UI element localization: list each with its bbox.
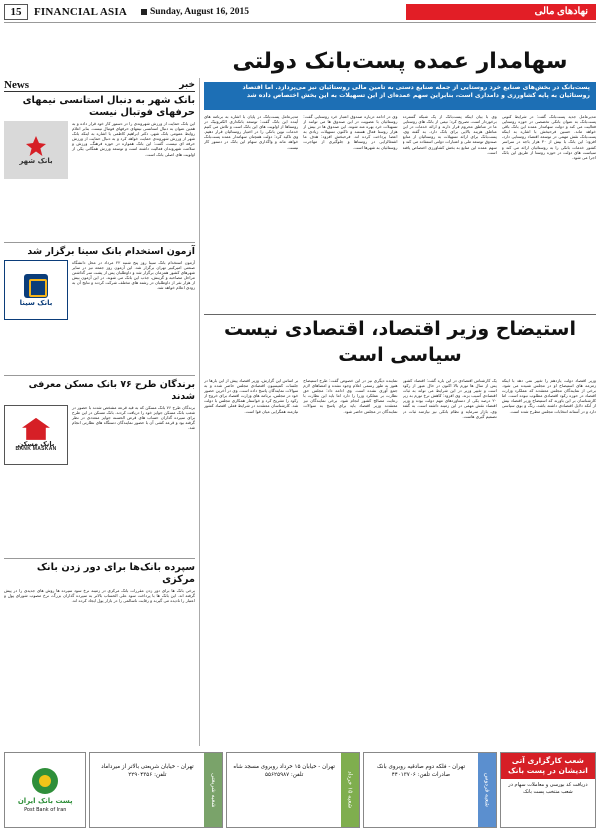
ad-branch-label: شعبه ۱۵ خرداد [341, 753, 359, 827]
main-headline[interactable]: سهامدار عمده پست‌بانک دولتی [232, 49, 568, 74]
news-body-sina [4, 260, 195, 372]
news-body-shahr [4, 121, 195, 239]
ad-branch-label: شعبه شریعتی [204, 753, 222, 827]
news-separator [4, 242, 195, 243]
ad-branch-text: تهران - فلکه دوم صادقیه روبروی بانک صادرات تلفن: ۴۴۰۱۳۷۰۶ [376, 764, 466, 778]
bank-maskan-logo [4, 405, 68, 465]
news-title-sina[interactable]: آزمون استخدام بانک سینا برگزار شد [27, 246, 195, 257]
second-column-4: بر اساس این گزارش، وزیر اقتصاد پیش از این بارها در جلسات کمیسیون اقتصادی مجلس حاضر شده و به سوالات نمایندگان پاسخ داده است. وی در آخرین حضور خود در مجلس، برنامه های وزارت اقتصاد برای خروج از رکود را تشریح کرد و خواستار همکاری مجلس با دولت شد. کارشناسان معتقدند در شرایط فعلی اقتصاد کشور نیازمند همگرایی میان قوا است. [204, 378, 299, 414]
news-label-en: News [4, 78, 30, 91]
ads-strip [4, 752, 596, 828]
news-sidebar-header [4, 78, 195, 92]
ad-branch-shariati[interactable] [89, 752, 223, 828]
bank-maskan-wordmark-en: BANK MASKAN [15, 446, 57, 452]
postbank-emblem-icon [32, 768, 58, 794]
ad-brokerage-text: دریافت کد بورسی و معاملات سهام در شعب منتخب پست بانک [508, 782, 588, 795]
news-body-deposits [4, 588, 195, 688]
sina-emblem-icon [24, 274, 48, 298]
second-column-1: وزیر اقتصاد دولت یازدهم را تغییر نمی دهد با اینکه زمزمه های استیضاح او در مجلس شنیده می شود. برخی از نمایندگان مجلس معتقدند که عملکرد وزارت اقتصاد در حوزه رکود اقتصادی مطلوب نبوده است. اما کارشناسان بر این باورند که استیضاح وزیر اقتصاد بیش از آنکه دلایل اقتصادی داشته باشد، رنگ و بوی سیاسی دارد و در آستانه انتخابات مجلس مطرح شده است. [501, 378, 596, 414]
second-headline[interactable]: استیضاح وزیر اقتصاد، اقتصادی نیست سیاسی است [223, 318, 577, 366]
bank-shahr-wordmark: بانک شهر [19, 156, 53, 165]
ad-postbank-logo[interactable] [4, 752, 86, 828]
bank-sina-logo [4, 260, 68, 320]
ad-brokerage[interactable] [500, 752, 596, 828]
news-text: آزمون استخدام بانک سینا روز پنج شنبه ۲۲ مرداد در محل دانشگاه صنعتی امیرکبیر تهران برگزار شد. این آزمون روز جمعه نیز در سایر شهرهای کشور همزمان برگزار شد و داوطلبان پس از پشت سر گذاشتن مراحل مصاحبه و گزینش، جذب این بانک می شوند. در این آزمون بیش از هزار نفر از داوطلبان در رشته های مختلف شرکت کردند و نتایج آن به زودی اعلام خواهد شد. [72, 260, 195, 291]
second-column-3: نماینده دیگری نیز در این خصوص گفت: طرح استیضاح هنوز به طور رسمی اعلام وجود نشده و امضاهای لازم جمع آوری نشده است. وی ادامه داد: مجلس حق نظارت بر عملکرد وزرا را دارد اما باید این نظارت با رعایت مصالح کشور انجام شود. برخی نمایندگان نیز معتقدند وزیر اقتصاد باید برای پاسخ به سوالات نمایندگان در مجلس حاضر شود. [303, 378, 398, 414]
news-title-shahr[interactable]: بانک شهر به دنبال استانسی نیمهای حرفهای فوتبال نیست [22, 95, 195, 118]
bank-shahr-logo [4, 121, 68, 179]
ad-branch-text: تهران - خیابان شریعتی بالاتر از میرداماد تلفن: ۲۲۹۰۴۳۵۶ [101, 764, 194, 778]
main-column-1: مدیرعامل جدید پست‌بانک گفت: در شرایط کنونی پست‌بانک به عنوان بانکی تخصصی در حوزه روستایی فعالیت می کند و دولت سهامدار عمده این بانک باقی خواهد ماند. حسین فرحبخش با اشاره به اینکه پست‌بانک نقش مهمی در توسعه اقتصاد روستایی دارد، افزود: این بانک با بیش از ۳۰ هزار باجه در سراسر کشور خدمات بانکی را به روستائیان ارائه می کند و سیاست های دولت در حوزه روستا از طریق این بانک اجرا می شود. [501, 114, 596, 160]
postbank-wordmark-en: Post Bank of Iran [24, 806, 67, 813]
second-story-body [204, 378, 596, 728]
ad-branch-label: شعبه فردوس [478, 753, 496, 827]
main-column-2: وی با بیان اینکه پست‌بانک از یک شبکه گسترده برخوردار است، تصریح کرد: نیمی از بانک های روستایی ما در مناطق محروم قرار دارند و ارائه خدمات در این مناطق هزینه بالایی برای بانک دارد. به گفته وی، پست‌بانک برای ارائه تسهیلات به روستائیان از منابع صندوق توسعه ملی و اعتبارات دولتی استفاده می کند و سهم عمده این منابع به بخش کشاورزی اختصاص یافته است. [402, 114, 497, 155]
page-number: 15 [4, 4, 28, 20]
masthead: FINANCIAL ASIA [34, 6, 127, 18]
news-separator [4, 558, 195, 559]
news-title-deposits[interactable]: سپرده بانک‌ها برای دور زدن بانک مرکزی [36, 562, 195, 585]
main-story-body [204, 114, 596, 314]
news-text: این بانک حمایت از ورزش شهروندی را در دستور کار خود قرار داده و به همین عنوان به دنبال استانسی نیمهای حرفهای فوتبال نیست. بنابر اعلام روابط عمومی بانک شهر، دکتر ابراهیم کاظمی با اشاره به اینکه بانک شهر از ورزش شهروندی حمایت خواهد کرد و به دنبال حمایت از ورزش حرفه ای نیست، گفت: این بانک همواره در حوزه فرهنگ، ورزش و سلامت شهروندان فعالیت داشته است و توسعه ورزش همگانی یکی از اولویت های اصلی بانک است. [72, 121, 195, 157]
main-lead: پست‌بانک در بخش‌های صنایع خرد روستایی از جمله صنایع دستی به تامین مالی روستائیان نیز می‌پردازد. اما اقتصاد روستائیان به پایه کشاورزی و دامداری است، بنابراین سهم عمده‌ای از این تسهیلات به این بخش اختصاص داده شد [204, 82, 596, 110]
ad-branch-ferdows[interactable] [363, 752, 497, 828]
ad-brokerage-title: شعب کارگزاری آتی اندیشان در پست بانک [501, 753, 595, 779]
shahr-emblem-icon [26, 136, 46, 156]
section-label: نهادهای مالی [406, 4, 596, 20]
header-rule [4, 22, 596, 23]
postbank-wordmark: پست بانک ایران [17, 796, 73, 805]
bank-maskan-wordmark: بانک مسکن [17, 439, 55, 448]
house-icon [22, 418, 50, 440]
ad-branch-15khordad[interactable] [226, 752, 360, 828]
second-column-2: یک کارشناس اقتصادی در این باره گفت: اقتصاد کشور پس از سال ها تورم بالا اکنون در حال عبور از رکود است و تغییر وزیر در این شرایط می تواند به ثبات اقتصادی آسیب بزند. وی افزود: کاهش نرخ تورم به زیر ۲۰ درصد یکی از دستاوردهای مهم دولت بوده و وزیر اقتصاد نقش مهمی در این زمینه داشته است. به گفته وی، بازار سرمایه و نظام بانکی نیز نیازمند ثبات در تصمیم گیری هاست. [402, 378, 497, 419]
main-column-4: مدیرعامل پست‌بانک در پایان با اشاره به برنامه های آینده این بانک گفت: توسعه بانکداری الکترونیک در روستاها از اولویت های این بانک است و تلاش می کنیم خدمات نوین بانکی را در اختیار روستائیان قرار دهیم. وی تاکید کرد: دولت همچنان سهامدار عمده پست‌بانک خواهد ماند و واگذاری سهام این بانک در دستور کار نیست. [204, 114, 299, 150]
issue-date: Sunday, August 16, 2015 [141, 7, 249, 17]
news-body-maskan [4, 405, 195, 555]
main-column-3: وی در ادامه درباره صندوق اعتبار خرد روستایی گفت: روستائیان با عضویت در این صندوق ها می توانند از تسهیلات خرد بهره مند شوند. این صندوق ها در بیش از هزار روستا فعال هستند و تاکنون تسهیلات زیادی به اعضا پرداخت کرده اند. فرحبخش افزود: هدف ما اشتغالزایی در روستاها و جلوگیری از مهاجرت روستائیان به شهرها است. [303, 114, 398, 150]
news-text: برخی بانک ها برای دور زدن مقررات بانک مرکزی در زمینه نرخ سود سپرده ها روش های جدیدی را در پیش گرفته اند. این بانک ها با پرداخت سود علی الحساب بالاتر به سپرده گذاران بزرگ، نرخ مصوب شورای پول و اعتبار را نادیده می گیرند و رقابت ناسالمی را در بازار پول ایجاد کرده اند. [4, 588, 195, 604]
bank-sina-wordmark: بانک سینا [19, 298, 53, 307]
news-separator [4, 375, 195, 376]
page-header [4, 4, 596, 20]
news-title-maskan[interactable]: برندگان طرح ۷۶ بانک مسکن معرفی شدند [28, 379, 195, 402]
news-label-fa: خبر [179, 79, 195, 90]
news-sidebar [4, 78, 200, 746]
news-text: برندگان طرح ۷۶ بانک مسکن که به قید قرعه مشخص شدند با حضور در شعب بانک مسکن جوایز خود را دریافت کردند. بانک مسکن در این طرح برای سپرده گذاران حساب های قرض الحسنه جوایز متعددی در نظر گرفته بود و قرعه کشی آن با حضور نمایندگان دستگاه های نظارتی انجام شد. [72, 405, 195, 431]
ad-branch-text: تهران - خیابان ۱۵ خرداد روبروی مسجد شاه تلفن: ۵۵۶۲۵۹۸۷ [233, 764, 335, 778]
story-divider [204, 314, 596, 315]
